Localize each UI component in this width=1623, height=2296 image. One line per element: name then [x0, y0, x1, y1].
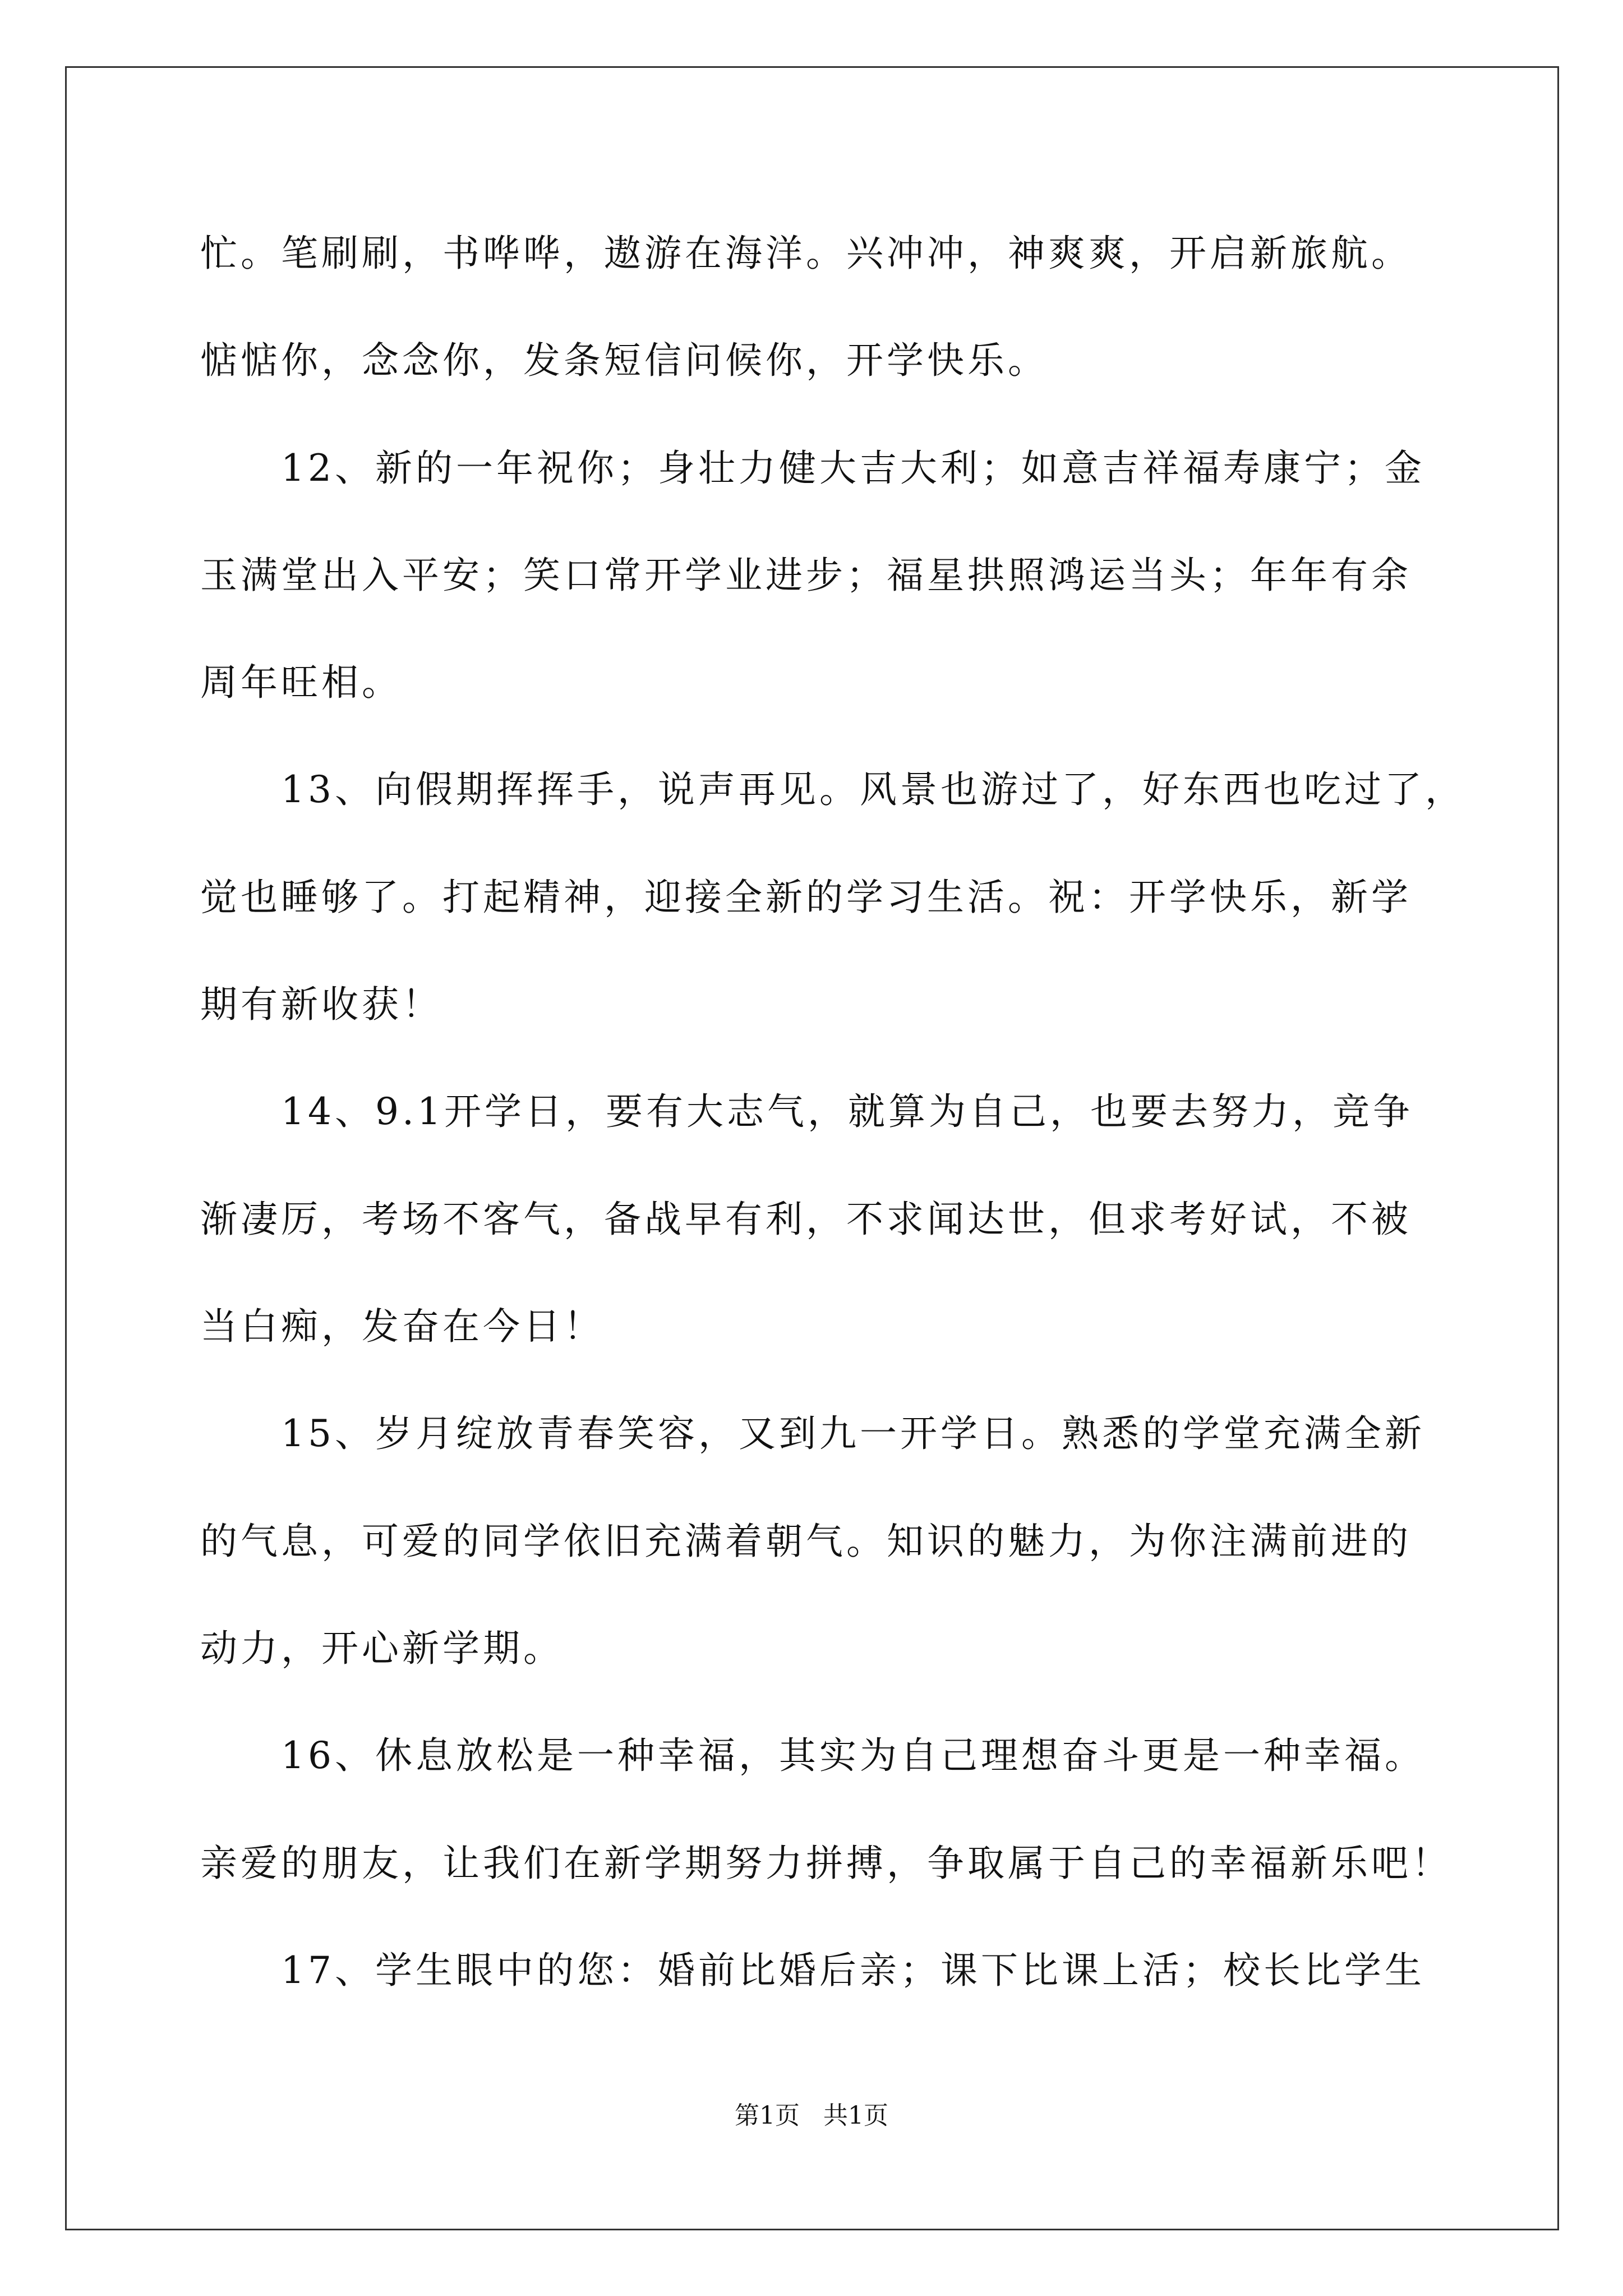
text-line: 13、向假期挥挥手，说声再见。风景也游过了，好东西也吃过了，: [200, 768, 1465, 811]
text-line: 忙。笔刷刷，书哗哗，遨游在海洋。兴冲冲，神爽爽，开启新旅航。: [200, 232, 1412, 275]
text-line: 期有新收获！: [200, 983, 442, 1026]
text-line: 觉也睡够了。打起精神，迎接全新的学习生活。祝：开学快乐，新学: [200, 876, 1412, 919]
text-line: 惦惦你，念念你，发条短信问候你，开学快乐。: [200, 339, 1048, 382]
text-line: 16、休息放松是一种幸福，其实为自己理想奋斗更是一种幸福。: [200, 1734, 1425, 1777]
text-line: 动力，开心新学期。: [200, 1627, 564, 1670]
text-line: 15、岁月绽放青春笑容，又到九一开学日。熟悉的学堂充满全新: [200, 1412, 1425, 1455]
text-line: 17、学生眼中的您：婚前比婚后亲；课下比课上活；校长比学生: [200, 1949, 1425, 1992]
text-line: 渐凄厉，考场不客气，备战早有利，不求闻达世，但求考好试，不被: [200, 1198, 1412, 1241]
text-line: 玉满堂出入平安；笑口常开学业进步；福星拱照鸿运当头；年年有余: [200, 554, 1412, 597]
text-line: 当白痴，发奋在今日！: [200, 1305, 604, 1348]
page-border: [65, 66, 1559, 2230]
text-line: 14、9.1开学日，要有大志气，就算为自己，也要去努力，竞争: [200, 1090, 1413, 1133]
page-footer: 第1页 共1页: [735, 2101, 888, 2130]
text-line: 12、新的一年祝你；身壮力健大吉大利；如意吉祥福寿康宁；金: [200, 447, 1425, 490]
text-line: 周年旺相。: [200, 661, 402, 704]
text-line: 的气息，可爱的同学依旧充满着朝气。知识的魅力，为你注满前进的: [200, 1520, 1412, 1563]
text-line: 亲爱的朋友，让我们在新学期努力拼搏，争取属于自己的幸福新乐吧！: [200, 1842, 1452, 1885]
